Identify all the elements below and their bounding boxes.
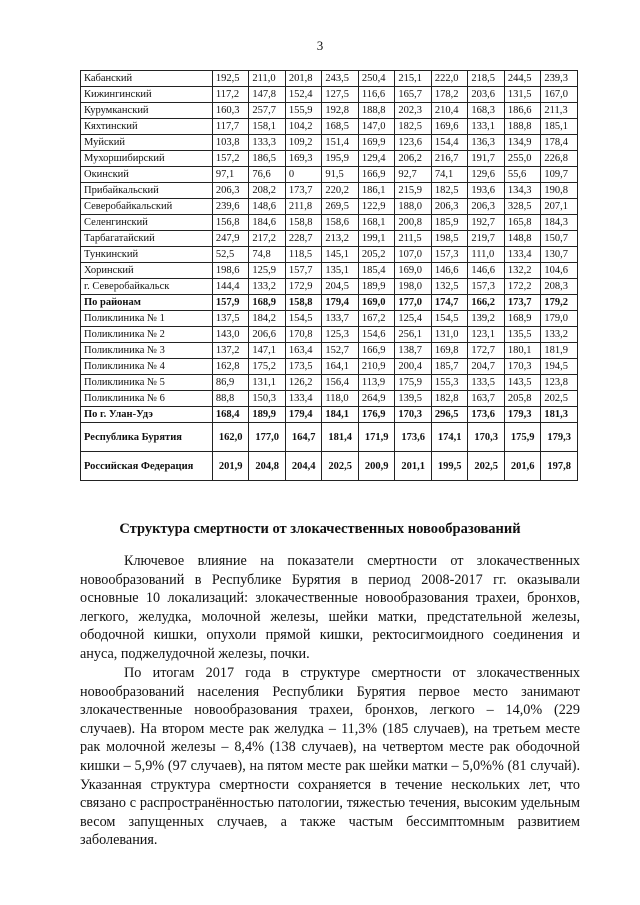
table-row	[81, 199, 578, 215]
table-cell: 104,6	[541, 263, 578, 279]
table-cell: 74,8	[249, 247, 286, 263]
row-label: Поликлиника № 3	[81, 343, 213, 359]
table-cell: 173,5	[285, 359, 322, 375]
table-cell: 158,8	[285, 295, 322, 311]
table-row	[81, 359, 578, 375]
table-row	[81, 263, 578, 279]
table-cell: 178,4	[541, 135, 578, 151]
table-cell: 217,2	[249, 231, 286, 247]
table-cell: 133,2	[541, 327, 578, 343]
table-cell: 104,2	[285, 119, 322, 135]
table-cell: 211,0	[249, 71, 286, 87]
table-cell: 192,5	[212, 71, 249, 87]
table-cell: 162,0	[212, 423, 249, 452]
table-cell: 167,2	[358, 311, 395, 327]
table-cell: 131,1	[249, 375, 286, 391]
mortality-table	[80, 70, 578, 481]
table-cell: 247,9	[212, 231, 249, 247]
table-cell: 168,4	[212, 407, 249, 423]
table-cell: 211,5	[395, 231, 432, 247]
table-cell: 130,7	[541, 247, 578, 263]
table-cell: 88,8	[212, 391, 249, 407]
table-row	[81, 167, 578, 183]
table-cell: 169,0	[358, 295, 395, 311]
table-cell: 202,5	[468, 452, 505, 481]
row-label: Поликлиника № 2	[81, 327, 213, 343]
table-cell: 125,4	[395, 311, 432, 327]
row-label: Муйский	[81, 135, 213, 151]
table-cell: 172,7	[468, 343, 505, 359]
row-label: Хоринский	[81, 263, 213, 279]
table-cell: 139,5	[395, 391, 432, 407]
row-label: По г. Улан-Удэ	[81, 407, 213, 423]
table-cell: 170,3	[395, 407, 432, 423]
table-cell: 103,8	[212, 135, 249, 151]
table-cell: 129,6	[468, 167, 505, 183]
table-cell: 192,8	[322, 103, 359, 119]
table-cell: 133,4	[504, 247, 541, 263]
table-row	[81, 183, 578, 199]
table-cell: 176,9	[358, 407, 395, 423]
paragraph-structure-2017: По итогам 2017 года в структуре смертности от злокачественных новообразований населения Республики Бурятия первое место занимают злокачественные новообразования трахеи, бронхов, легкого – 14,0% (229 случаев). На втором месте рак желудка – 11,3% (185 случаев), на третьем месте рак молочной железы – 8,4% (138 случаев), на четвертом месте рак ободочной кишки – 5,9% (97 случаев), на пятом месте рак шейки матки – 5,0%% (81 случай). Указанная структура смертности сохраняется в течение нескольких лет, что связано с распространённостью патологии, тяжестью течения, высоким удельным весом запущенных случаев, а также частым бессимптомным развитием заболевания.	[80, 665, 580, 849]
table-row	[81, 375, 578, 391]
table-cell: 134,3	[504, 183, 541, 199]
row-label: По районам	[81, 295, 213, 311]
table-cell: 118,0	[322, 391, 359, 407]
table-cell: 135,5	[504, 327, 541, 343]
table-cell: 123,1	[468, 327, 505, 343]
table-row	[81, 452, 578, 481]
table-cell: 154,4	[431, 135, 468, 151]
table-cell: 179,4	[322, 295, 359, 311]
table-cell: 186,5	[249, 151, 286, 167]
table-cell: 198,5	[431, 231, 468, 247]
table-cell: 200,4	[395, 359, 432, 375]
row-label: Окинский	[81, 167, 213, 183]
table-cell: 239,3	[541, 71, 578, 87]
table-cell: 179,3	[504, 407, 541, 423]
table-cell: 177,0	[249, 423, 286, 452]
table-cell: 86,9	[212, 375, 249, 391]
table-cell: 143,5	[504, 375, 541, 391]
table-cell: 164,1	[322, 359, 359, 375]
table-cell: 123,6	[395, 135, 432, 151]
table-cell: 172,2	[504, 279, 541, 295]
table-cell: 296,5	[431, 407, 468, 423]
table-row	[81, 343, 578, 359]
table-cell: 147,8	[249, 87, 286, 103]
table-cell: 116,6	[358, 87, 395, 103]
table-row	[81, 391, 578, 407]
table-row	[81, 295, 578, 311]
table-cell: 185,1	[541, 119, 578, 135]
table-cell: 154,5	[431, 311, 468, 327]
table-cell: 152,7	[322, 343, 359, 359]
table-cell: 169,6	[431, 119, 468, 135]
table-cell: 192,7	[468, 215, 505, 231]
row-label: Селенгинский	[81, 215, 213, 231]
table-cell: 269,5	[322, 199, 359, 215]
table-cell: 194,5	[541, 359, 578, 375]
table-cell: 122,9	[358, 199, 395, 215]
table-cell: 150,3	[249, 391, 286, 407]
table-cell: 239,6	[212, 199, 249, 215]
table-cell: 204,7	[468, 359, 505, 375]
row-label: Российская Федерация	[81, 452, 213, 481]
table-cell: 133,7	[322, 311, 359, 327]
section-title: Структура смертности от злокачественных новообразований	[119, 521, 521, 537]
table-cell: 175,9	[504, 423, 541, 452]
table-cell: 146,6	[431, 263, 468, 279]
table-cell: 135,1	[322, 263, 359, 279]
table-cell: 211,3	[541, 103, 578, 119]
page-number: 3	[316, 38, 324, 53]
table-cell: 171,9	[358, 423, 395, 452]
table-cell: 138,7	[395, 343, 432, 359]
table-cell: 206,3	[468, 199, 505, 215]
table-cell: 179,4	[285, 407, 322, 423]
table-cell: 198,0	[395, 279, 432, 295]
table-cell: 151,4	[322, 135, 359, 151]
table-cell: 243,5	[322, 71, 359, 87]
table-row	[81, 119, 578, 135]
table-cell: 210,9	[358, 359, 395, 375]
table-cell: 168,9	[249, 295, 286, 311]
table-row	[81, 423, 578, 452]
table-row	[81, 247, 578, 263]
table-cell: 202,5	[541, 391, 578, 407]
table-cell: 109,7	[541, 167, 578, 183]
table-cell: 195,9	[322, 151, 359, 167]
table-cell: 178,2	[431, 87, 468, 103]
table-cell: 168,9	[504, 311, 541, 327]
table-cell: 186,1	[358, 183, 395, 199]
table-cell: 156,4	[322, 375, 359, 391]
table-cell: 255,0	[504, 151, 541, 167]
table-cell: 173,7	[504, 295, 541, 311]
table-cell: 173,6	[395, 423, 432, 452]
table-cell: 173,7	[285, 183, 322, 199]
table-cell: 154,5	[285, 311, 322, 327]
table-cell: 218,5	[468, 71, 505, 87]
table-cell: 166,9	[358, 343, 395, 359]
table-cell: 175,9	[395, 375, 432, 391]
table-row	[81, 231, 578, 247]
table-cell: 127,5	[322, 87, 359, 103]
table-cell: 109,2	[285, 135, 322, 151]
table-cell: 179,2	[541, 295, 578, 311]
row-label: Поликлиника № 5	[81, 375, 213, 391]
table-cell: 155,3	[431, 375, 468, 391]
table-cell: 181,9	[541, 343, 578, 359]
table-cell: 264,9	[358, 391, 395, 407]
table-cell: 250,4	[358, 71, 395, 87]
table-cell: 215,1	[395, 71, 432, 87]
table-cell: 133,5	[468, 375, 505, 391]
table-cell: 131,0	[431, 327, 468, 343]
table-cell: 145,1	[322, 247, 359, 263]
table-cell: 157,2	[212, 151, 249, 167]
table-cell: 133,4	[285, 391, 322, 407]
table-cell: 117,2	[212, 87, 249, 103]
table-cell: 150,7	[541, 231, 578, 247]
table-cell: 148,6	[249, 199, 286, 215]
table-cell: 157,3	[431, 247, 468, 263]
table-cell: 91,5	[322, 167, 359, 183]
row-label: Прибайкальский	[81, 183, 213, 199]
table-cell: 179,3	[541, 423, 578, 452]
table-cell: 133,3	[249, 135, 286, 151]
table-cell: 144,4	[212, 279, 249, 295]
table-cell: 160,3	[212, 103, 249, 119]
row-label: Тункинский	[81, 247, 213, 263]
table-cell: 205,2	[358, 247, 395, 263]
table-cell: 97,1	[212, 167, 249, 183]
table-cell: 198,6	[212, 263, 249, 279]
table-cell: 256,1	[395, 327, 432, 343]
table-cell: 175,2	[249, 359, 286, 375]
table-cell: 185,4	[358, 263, 395, 279]
table-cell: 185,9	[431, 215, 468, 231]
table-cell: 118,5	[285, 247, 322, 263]
table-cell: 137,2	[212, 343, 249, 359]
table-row	[81, 71, 578, 87]
table-cell: 201,1	[395, 452, 432, 481]
table-cell: 158,8	[285, 215, 322, 231]
table-cell: 177,0	[395, 295, 432, 311]
table-cell: 207,1	[541, 199, 578, 215]
row-label: Поликлиника № 4	[81, 359, 213, 375]
table-cell: 180,1	[504, 343, 541, 359]
table-cell: 129,4	[358, 151, 395, 167]
table-cell: 52,5	[212, 247, 249, 263]
table-cell: 165,8	[504, 215, 541, 231]
table-cell: 170,8	[285, 327, 322, 343]
table-cell: 0	[285, 167, 322, 183]
table-cell: 170,3	[504, 359, 541, 375]
table-cell: 168,3	[468, 103, 505, 119]
row-label: Курумканский	[81, 103, 213, 119]
table-row	[81, 407, 578, 423]
table-cell: 123,8	[541, 375, 578, 391]
table-cell: 205,8	[504, 391, 541, 407]
table-cell: 188,8	[358, 103, 395, 119]
table-cell: 166,2	[468, 295, 505, 311]
table-cell: 132,2	[504, 263, 541, 279]
row-label: Поликлиника № 6	[81, 391, 213, 407]
table-cell: 328,5	[504, 199, 541, 215]
table-body	[81, 71, 578, 481]
table-cell: 152,4	[285, 87, 322, 103]
table-cell: 226,8	[541, 151, 578, 167]
table-row	[81, 215, 578, 231]
table-cell: 131,5	[504, 87, 541, 103]
table-cell: 193,6	[468, 183, 505, 199]
table-cell: 216,7	[431, 151, 468, 167]
table-cell: 158,6	[322, 215, 359, 231]
table-cell: 208,3	[541, 279, 578, 295]
table-cell: 174,1	[431, 423, 468, 452]
table-cell: 168,5	[322, 119, 359, 135]
table-cell: 169,9	[358, 135, 395, 151]
table-cell: 154,6	[358, 327, 395, 343]
table-cell: 55,6	[504, 167, 541, 183]
table-cell: 76,6	[249, 167, 286, 183]
table-cell: 220,2	[322, 183, 359, 199]
table-cell: 208,2	[249, 183, 286, 199]
table-cell: 163,4	[285, 343, 322, 359]
table-cell: 139,2	[468, 311, 505, 327]
table-cell: 172,9	[285, 279, 322, 295]
table-cell: 158,1	[249, 119, 286, 135]
table-cell: 199,1	[358, 231, 395, 247]
table-cell: 134,9	[504, 135, 541, 151]
row-label: Тарбагатайский	[81, 231, 213, 247]
table-row	[81, 327, 578, 343]
table-cell: 168,1	[358, 215, 395, 231]
table-cell: 126,2	[285, 375, 322, 391]
table-cell: 163,7	[468, 391, 505, 407]
table-row	[81, 311, 578, 327]
table-cell: 167,0	[541, 87, 578, 103]
table-cell: 189,9	[358, 279, 395, 295]
table-cell: 206,6	[249, 327, 286, 343]
table-cell: 133,2	[249, 279, 286, 295]
table-cell: 147,0	[358, 119, 395, 135]
table-cell: 156,8	[212, 215, 249, 231]
table-cell: 92,7	[395, 167, 432, 183]
table-cell: 157,9	[212, 295, 249, 311]
table-cell: 164,7	[285, 423, 322, 452]
row-label: Кижингинский	[81, 87, 213, 103]
table-cell: 173,6	[468, 407, 505, 423]
table-cell: 201,8	[285, 71, 322, 87]
table-cell: 215,9	[395, 183, 432, 199]
table-row	[81, 135, 578, 151]
table-cell: 199,5	[431, 452, 468, 481]
row-label: Кабанский	[81, 71, 213, 87]
table-cell: 182,8	[431, 391, 468, 407]
table-cell: 206,2	[395, 151, 432, 167]
table-cell: 136,3	[468, 135, 505, 151]
table-cell: 204,4	[285, 452, 322, 481]
table-cell: 137,5	[212, 311, 249, 327]
table-cell: 125,9	[249, 263, 286, 279]
table-cell: 111,0	[468, 247, 505, 263]
table-cell: 244,5	[504, 71, 541, 87]
table-cell: 202,5	[322, 452, 359, 481]
table-cell: 74,1	[431, 167, 468, 183]
table-cell: 184,1	[322, 407, 359, 423]
table-row	[81, 279, 578, 295]
table-cell: 170,3	[468, 423, 505, 452]
table-cell: 200,9	[358, 452, 395, 481]
table-cell: 228,7	[285, 231, 322, 247]
table-cell: 132,5	[431, 279, 468, 295]
table-cell: 190,8	[541, 183, 578, 199]
paragraph-localizations: Ключевое влияние на показатели смертности от злокачественных новообразований в Республике Бурятия в период 2008-2017 гг. оказывали основные 10 локализаций: злокачественные новообразования трахеи, бронхов, легкого, желудка, молочной железы, шейки матки, предстательной железы, ободочной кишки, опухоли прямой кишки, ректосигмоидного соединения и ануса, поджелудочной железы, почки.	[80, 553, 580, 662]
table-cell: 162,8	[212, 359, 249, 375]
table-cell: 117,7	[212, 119, 249, 135]
table-cell: 182,5	[431, 183, 468, 199]
table-cell: 184,6	[249, 215, 286, 231]
table-cell: 206,3	[212, 183, 249, 199]
table-cell: 197,8	[541, 452, 578, 481]
table-cell: 155,9	[285, 103, 322, 119]
table-cell: 143,0	[212, 327, 249, 343]
table-cell: 146,6	[468, 263, 505, 279]
table-cell: 188,8	[504, 119, 541, 135]
table-cell: 206,3	[431, 199, 468, 215]
table-cell: 107,0	[395, 247, 432, 263]
table-cell: 213,2	[322, 231, 359, 247]
row-label: Мухоршибирский	[81, 151, 213, 167]
table-cell: 169,8	[431, 343, 468, 359]
table-cell: 157,3	[468, 279, 505, 295]
table-cell: 181,3	[541, 407, 578, 423]
table-cell: 179,0	[541, 311, 578, 327]
table-cell: 202,3	[395, 103, 432, 119]
table-cell: 165,7	[395, 87, 432, 103]
table-cell: 133,1	[468, 119, 505, 135]
table-cell: 189,9	[249, 407, 286, 423]
table-cell: 113,9	[358, 375, 395, 391]
table-cell: 200,8	[395, 215, 432, 231]
table-cell: 181,4	[322, 423, 359, 452]
table-cell: 201,9	[212, 452, 249, 481]
table-cell: 184,3	[541, 215, 578, 231]
table-cell: 188,0	[395, 199, 432, 215]
table-cell: 210,4	[431, 103, 468, 119]
table-cell: 186,6	[504, 103, 541, 119]
table-cell: 185,7	[431, 359, 468, 375]
table-row	[81, 151, 578, 167]
table-row	[81, 103, 578, 119]
table-row	[81, 87, 578, 103]
table-cell: 166,9	[358, 167, 395, 183]
row-label: г. Северобайкальск	[81, 279, 213, 295]
row-label: Северобайкальский	[81, 199, 213, 215]
table-cell: 169,0	[395, 263, 432, 279]
table-cell: 211,8	[285, 199, 322, 215]
row-label: Поликлиника № 1	[81, 311, 213, 327]
row-label: Республика Бурятия	[81, 423, 213, 452]
table-cell: 169,3	[285, 151, 322, 167]
table-cell: 157,7	[285, 263, 322, 279]
table-cell: 191,7	[468, 151, 505, 167]
table-cell: 204,8	[249, 452, 286, 481]
table-cell: 182,5	[395, 119, 432, 135]
row-label: Кяхтинский	[81, 119, 213, 135]
table-cell: 203,6	[468, 87, 505, 103]
table-cell: 204,5	[322, 279, 359, 295]
table-cell: 257,7	[249, 103, 286, 119]
table-cell: 147,1	[249, 343, 286, 359]
table-cell: 222,0	[431, 71, 468, 87]
table-cell: 201,6	[504, 452, 541, 481]
table-cell: 219,7	[468, 231, 505, 247]
table-cell: 174,7	[431, 295, 468, 311]
table-cell: 148,8	[504, 231, 541, 247]
table-cell: 184,2	[249, 311, 286, 327]
table-cell: 125,3	[322, 327, 359, 343]
